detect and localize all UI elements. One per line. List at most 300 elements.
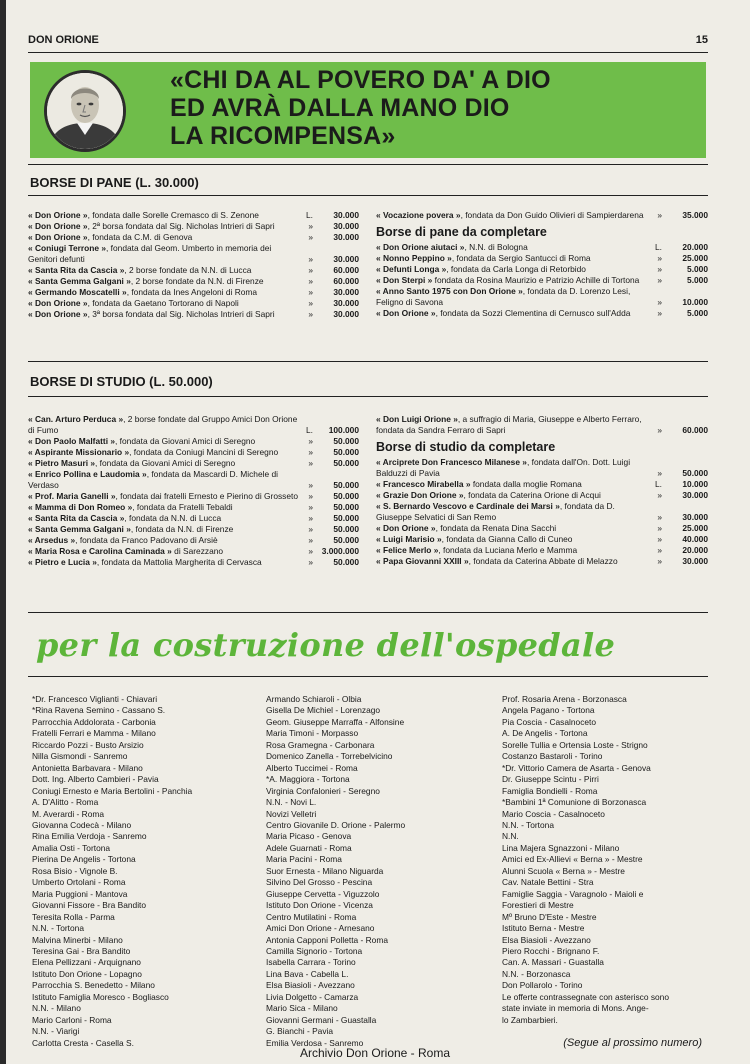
entry-amount: 30.000 <box>333 309 359 319</box>
borse-pane-complete-list <box>376 242 708 319</box>
entry-name: « Don Orione » <box>28 210 88 220</box>
donor-line: Riccardo Pozzi - Busto Arsizio <box>32 739 144 750</box>
entry-text: , fondata da Sergio Santucci di Roma <box>451 253 591 263</box>
entry-amount: 50.000 <box>333 458 359 468</box>
entry-amount: 10.000 <box>682 297 708 307</box>
donor-line: Giovanni Germani - Guastalla <box>266 1014 377 1025</box>
donor-line: Isabella Carrara - Torino <box>266 957 356 968</box>
entry-mark: » <box>308 309 313 319</box>
page-number: 15 <box>695 34 708 46</box>
donor-line: Amici ed Ex-Allievi « Berna » - Mestre <box>502 854 643 865</box>
entry-mark: » <box>308 265 313 275</box>
archive-footer: Archivio Don Orione - Roma <box>299 1046 451 1060</box>
entry-name: « S. Bernardo Vescovo e Cardinale dei Marsi » <box>376 501 560 511</box>
entry-text: , fondata da N.N. di Lucca <box>124 513 222 523</box>
donor-line: Geom. Giuseppe Marraffa - Alfonsine <box>266 716 405 727</box>
entry-amount: 100.000 <box>328 425 359 435</box>
donors-col-1 <box>32 694 192 1049</box>
donor-line: Sorelle Tullia e Ortensia Loste - Strigno <box>502 739 648 750</box>
entry-mark: » <box>657 534 662 544</box>
donor-line: lo Zambarbieri. <box>502 1014 558 1025</box>
donor-line: Mario Sica - Milano <box>266 1003 338 1014</box>
entry-name: « Grazie Don Orione » <box>376 490 464 500</box>
entry-mark: » <box>657 512 662 522</box>
entry-row <box>28 524 359 535</box>
donor-line: Istituto Berna - Mestre <box>502 923 585 934</box>
entry-text: , fondata da Coniugi Mancini di Seregno <box>129 447 279 457</box>
entry-mark: » <box>657 253 662 263</box>
binding-edge <box>0 0 6 1064</box>
entry-text: fondata dalla moglie Romana <box>470 479 582 489</box>
section-rule <box>28 676 708 677</box>
entry-text: , N.N. di Bologna <box>464 242 528 252</box>
entry-amount: 60.000 <box>682 425 708 435</box>
donor-line: Alberto Tuccimei - Roma <box>266 762 358 773</box>
entry-mark: » <box>308 232 313 242</box>
entry-amount: 50.000 <box>333 502 359 512</box>
entry-name: « Luigi Marisio » <box>376 534 442 544</box>
donor-line: Amalia Osti - Tortona <box>32 842 111 853</box>
entry-text: , fondata da N.N. di Firenze <box>130 524 234 534</box>
entry-name: « Don Orione aiutaci » <box>376 242 465 252</box>
entry-mark: L. <box>655 479 662 489</box>
entry-row <box>376 501 708 523</box>
entry-text: , fondata da Carla Longa di Retorbido <box>446 264 586 274</box>
donor-line: Maria Pacini - Roma <box>266 854 342 865</box>
donor-line: Lina Majera Sgnazzoni - Milano <box>502 842 620 853</box>
donor-line: Istituto Famiglia Moresco - Bogliasco <box>32 991 169 1002</box>
entry-text: , fondata da Ines Angeloni di Roma <box>126 287 258 297</box>
donor-line: N.N. - Tortona <box>502 819 554 830</box>
entry-text: , fondata dal Geom. Umberto in memoria dei Genitori defunti <box>28 243 272 264</box>
donor-line: Teresita Rolla - Parma <box>32 911 115 922</box>
donors-col-2 <box>266 694 405 1049</box>
entry-row <box>28 298 359 309</box>
donor-line: Istituto Don Orione - Vicenza <box>266 900 373 911</box>
entry-name: « Coniugi Terrone » <box>28 243 107 253</box>
entry-name: « Santa Gemma Galgani » <box>28 276 131 286</box>
donor-line: Armando Schiaroli - Olbia <box>266 694 362 704</box>
entry-mark: L. <box>306 425 313 435</box>
donor-line: N.N. - Borzonasca <box>502 968 571 979</box>
entry-mark: » <box>657 468 662 478</box>
entry-name: « Don Orione » <box>28 298 88 308</box>
donor-line: Virginia Confalonieri - Seregno <box>266 785 380 796</box>
entry-mark: » <box>657 308 662 318</box>
donor-line: Rosa Bisio - Vignole B. <box>32 865 118 876</box>
entry-text: , fondata da D. Lorenzo Lesi, Feligno di Savona <box>376 286 631 307</box>
entry-row <box>376 286 708 308</box>
entry-name: « Santa Rita da Cascia » <box>28 513 125 523</box>
donor-line: Cav. Natale Bettini - Stra <box>502 877 594 888</box>
donor-line: Can. A. Massari - Guastalla <box>502 957 604 968</box>
entry-name: « Felice Merlo » <box>376 545 439 555</box>
entry-name: « Don Luigi Orione » <box>376 414 458 424</box>
entry-name: « Don Orione » <box>28 221 88 231</box>
section-rule <box>28 396 708 397</box>
entry-amount: 50.000 <box>682 468 708 478</box>
entry-amount: 30.000 <box>333 254 359 264</box>
entry-mark: » <box>308 524 313 534</box>
entry-amount: 5.000 <box>687 275 708 285</box>
donor-line: Gisella De Michiel - Lorenzago <box>266 705 381 716</box>
entry-mark: » <box>308 513 313 523</box>
entry-amount: 50.000 <box>333 491 359 501</box>
banner-rule <box>28 164 708 165</box>
entry-row <box>28 502 359 513</box>
borse-studio-title: BORSE DI STUDIO (L. 50.000) <box>30 374 213 389</box>
entry-mark: » <box>308 480 313 490</box>
entry-mark: » <box>657 425 662 435</box>
entry-row <box>28 210 359 221</box>
hospital-title: per la costruzione dell'ospedale <box>36 626 616 664</box>
donor-line: Carlotta Cresta - Casella S. <box>32 1037 134 1048</box>
donor-line: Pierina De Angelis - Tortona <box>32 854 136 865</box>
donor-line: A. De Angelis - Tortona <box>502 728 588 739</box>
entry-row <box>28 557 359 568</box>
entry-mark: » <box>308 276 313 286</box>
entry-name: « Pietro e Lucia » <box>28 557 97 567</box>
donor-line: Elena Pellizzani - Arquignano <box>32 957 141 968</box>
entry-name: « Papa Giovanni XXIII » <box>376 556 469 566</box>
donor-line: Parrocchia Addolorata - Carbonia <box>32 716 156 727</box>
entry-text: , fondata da Mattolia Margherita di Cervasca <box>96 557 262 567</box>
entry-name: « Don Orione » <box>28 232 88 242</box>
entry-name: « Anno Santo 1975 con Don Orione » <box>376 286 523 296</box>
entry-text: , fondata da Giovani Amici di Seregno <box>95 458 236 468</box>
entry-mark: » <box>308 436 313 446</box>
entry-mark: » <box>657 210 662 220</box>
entry-name: « Arsedus » <box>28 535 76 545</box>
entry-row <box>28 447 359 458</box>
borse-pane-title: BORSE DI PANE (L. 30.000) <box>30 175 199 190</box>
entry-amount: 30.000 <box>682 556 708 566</box>
donors-col-3 <box>502 694 702 1049</box>
entry-text: , fondata da C.M. di Genova <box>87 232 193 242</box>
entry-amount: 30.000 <box>333 221 359 231</box>
donor-line: N.N. - Novi L. <box>266 797 317 808</box>
entry-row <box>28 221 359 232</box>
entry-text: , fondata da Gianna Callo di Cuneo <box>441 534 573 544</box>
entry-text: , fondata da Renata Dina Sacchi <box>435 523 557 533</box>
entry-text: , fondata da Franco Padovano di Arsiè <box>75 535 218 545</box>
donor-line: Costanzo Bastaroli - Torino <box>502 751 603 762</box>
entry-amount: 20.000 <box>682 242 708 252</box>
donor-line: Maria Picaso - Genova <box>266 831 352 842</box>
entry-name: « Defunti Longa » <box>376 264 447 274</box>
entry-mark: » <box>657 556 662 566</box>
entry-name: « Aspirante Missionario » <box>28 447 130 457</box>
borse-studio-complete-list <box>376 457 708 567</box>
entry-amount: 20.000 <box>682 545 708 555</box>
entry-row <box>28 414 359 436</box>
entry-mark: » <box>657 264 662 274</box>
entry-name: « Arciprete Don Francesco Milanese » <box>376 457 527 467</box>
donor-line: *Bambini 1ª Comunione di Borzonasca <box>502 797 647 808</box>
entry-name: « Francesco Mirabella » <box>376 479 471 489</box>
entry-row <box>376 414 708 436</box>
donor-line: (Segue al prossimo numero) <box>563 1036 702 1049</box>
entry-name: « Don Paolo Malfatti » <box>28 436 116 446</box>
donor-line: Domenico Zanella - Torrebelvicino <box>266 751 393 762</box>
entry-amount: 3.000.000 <box>321 546 359 556</box>
entry-amount: 40.000 <box>682 534 708 544</box>
entry-amount: 30.000 <box>333 287 359 297</box>
donor-line: N.N. - Viarigi <box>32 1026 80 1037</box>
entry-amount: 50.000 <box>333 513 359 523</box>
donor-line: Novizi Velletri <box>266 808 317 819</box>
entry-mark: » <box>308 535 313 545</box>
entry-text: , fondata da Don Guido Olivieri di Sampierdarena <box>460 210 644 220</box>
entry-row <box>376 545 708 556</box>
entry-row <box>28 276 359 287</box>
header-rule <box>28 52 708 53</box>
entry-text: , fondata dai fratelli Ernesto e Pierino di Grosseto <box>115 491 299 501</box>
entry-mark: » <box>308 287 313 297</box>
entry-mark: » <box>308 546 313 556</box>
donor-line: Camilla Signorio - Tortona <box>266 945 363 956</box>
entry-row <box>28 287 359 298</box>
entry-text: , fondata da Gaetano Tortorano di Napoli <box>87 298 239 308</box>
donor-line: *Rina Ravena Semino - Cassano S. <box>32 705 166 716</box>
entry-amount: 50.000 <box>333 524 359 534</box>
donor-line: Maria Puggioni - Mantova <box>32 888 128 899</box>
donor-line: Suor Ernesta - Milano Niguarda <box>266 865 384 876</box>
entry-amount: 50.000 <box>333 535 359 545</box>
entry-row <box>376 490 708 501</box>
entry-row <box>28 309 359 320</box>
donor-line: Don Pollarolo - Torino <box>502 980 583 991</box>
entry-name: « Germando Moscatelli » <box>28 287 127 297</box>
entry-row <box>376 275 708 286</box>
donor-line: Malvina Minerbi - Milano <box>32 934 123 945</box>
entry-row <box>28 458 359 469</box>
section-rule <box>28 195 708 196</box>
quote-line: LA RICOMPENSA» <box>170 122 396 150</box>
banner-quote <box>170 66 551 150</box>
entry-row <box>376 242 708 253</box>
entry-amount: 60.000 <box>333 265 359 275</box>
entry-row <box>376 264 708 275</box>
entry-mark: » <box>657 490 662 500</box>
donor-line: Emilia Verdosa - Sanremo <box>266 1037 364 1048</box>
entry-text: , 2 borse fondate da N.N. di Lucca <box>124 265 252 275</box>
donor-line: Pia Coscia - Casalnoceto <box>502 716 597 727</box>
donor-line: Alunni Scuola « Berna » - Mestre <box>502 865 625 876</box>
entry-amount: 50.000 <box>333 557 359 567</box>
entry-name: « Don Sterpi » <box>376 275 433 285</box>
entry-mark: » <box>657 523 662 533</box>
entry-row <box>28 513 359 524</box>
donor-line: N.N. - Milano <box>32 1003 81 1014</box>
donor-line: Umberto Ortolani - Roma <box>32 877 126 888</box>
entry-amount: 5.000 <box>687 264 708 274</box>
entry-text: , fondata da Caterina Abbate di Melazzo <box>468 556 618 566</box>
entry-text: , fondata da Caterina Orione di Acqui <box>463 490 601 500</box>
entry-amount: 25.000 <box>682 253 708 263</box>
donor-line: A. D'Alitto - Roma <box>32 797 99 808</box>
borse-pane-right-top <box>376 210 708 221</box>
entry-text: , 2 borse fondate da N.N. di Firenze <box>130 276 264 286</box>
entry-name: « Santa Rita da Cascia » <box>28 265 125 275</box>
entry-text: , fondata dall'On. Dott. Luigi Balduzzi di Pavia <box>376 457 631 478</box>
entry-row <box>376 253 708 264</box>
quote-line: «CHI DA AL POVERO DA' A DIO <box>170 66 551 94</box>
entry-name: « Nonno Peppino » <box>376 253 452 263</box>
borse-studio-right-top <box>376 414 708 436</box>
entry-name: « Vocazione povera » <box>376 210 461 220</box>
donor-line: *Dr. Vittorio Camera de Asarta - Genova <box>502 762 651 773</box>
entry-row <box>376 210 708 221</box>
section-rule <box>28 612 708 613</box>
donor-line: Antonia Capponi Polletta - Roma <box>266 934 388 945</box>
donor-line: state inviate in memoria di Mons. Ange- <box>502 1003 649 1014</box>
entry-mark: » <box>308 557 313 567</box>
entry-name: « Maria Rosa e Carolina Caminada » <box>28 546 172 556</box>
donor-line: Elsa Biasioli - Avezzano <box>266 980 355 991</box>
donor-line: Coniugi Ernesto e Maria Bertolini - Panchia <box>32 785 193 796</box>
donor-line: Rosa Gramegna - Carbonara <box>266 739 375 750</box>
entry-text: fondata da Rosina Maurizio e Patrizio Achille di Tortona <box>432 275 640 285</box>
entry-name: « Can. Arturo Perduca » <box>28 414 124 424</box>
entry-text: , fondata da Mascardi D. Michele di Verdaso <box>28 469 278 490</box>
entry-text: , fondata da D. Giuseppe Selvatici di San Remo <box>376 501 615 522</box>
donor-line: Piero Rocchi - Brignano F. <box>502 945 600 956</box>
donor-line: Mario Coscia - Casalnoceto <box>502 808 605 819</box>
donor-line: Rina Emilia Verdoja - Sanremo <box>32 831 147 842</box>
entry-row <box>28 469 359 491</box>
entry-amount: 30.000 <box>333 298 359 308</box>
entry-row <box>376 523 708 534</box>
donor-line: Centro Giovanile D. Orione - Palermo <box>266 819 406 830</box>
donor-line: Dr. Giuseppe Scintu - Pirri <box>502 774 599 785</box>
entry-amount: 50.000 <box>333 436 359 446</box>
entry-amount: 30.000 <box>333 210 359 220</box>
entry-mark: » <box>308 447 313 457</box>
entry-mark: L. <box>306 210 313 220</box>
entry-text: , 2ª borsa fondata dal Sig. Nicholas Intrieri di Sapri <box>87 221 275 231</box>
donor-line: Le offerte contrassegnate con asterisco sono <box>502 991 669 1002</box>
donor-line: Livia Dolgetto - Camarza <box>266 991 359 1002</box>
donor-line: M. Averardi - Roma <box>32 808 104 819</box>
entry-amount: 10.000 <box>682 479 708 489</box>
entry-row <box>28 243 359 265</box>
borse-studio-left-list <box>28 414 359 568</box>
donor-line: Amici Don Orione - Arnesano <box>266 923 375 934</box>
entry-row <box>28 436 359 447</box>
entry-amount: 50.000 <box>333 447 359 457</box>
donor-line: N.N. <box>502 831 519 842</box>
donor-line: Giovanni Fissore - Bra Bandito <box>32 900 147 911</box>
entry-mark: » <box>308 254 313 264</box>
donor-line: Fratelli Ferrari e Mamma - Milano <box>32 728 156 739</box>
donor-line: Dott. Ing. Alberto Cambieri - Pavia <box>32 774 159 785</box>
entry-name: « Enrico Pollina e Laudomia » <box>28 469 147 479</box>
donor-line: Centro Mutilatini - Roma <box>266 911 357 922</box>
magazine-name: DON ORIONE <box>28 34 99 46</box>
donor-line: Famiglia Bondielli - Roma <box>502 785 598 796</box>
section-rule <box>28 361 708 362</box>
quote-line: ED AVRÀ DALLA MANO DIO <box>170 94 510 122</box>
entry-row <box>376 556 708 567</box>
entry-amount: 25.000 <box>682 523 708 533</box>
donor-line: Angela Pagano - Tortona <box>502 705 595 716</box>
entry-amount: 5.000 <box>687 308 708 318</box>
entry-row <box>28 265 359 276</box>
entry-text: , a suffragio di Maria, Giuseppe e Alberto Ferraro, fondata da Sandra Ferraro di Sapri <box>376 414 642 435</box>
entry-amount: 50.000 <box>333 480 359 490</box>
entry-mark: » <box>308 458 313 468</box>
entry-amount: 30.000 <box>682 512 708 522</box>
borse-pane-right-list <box>376 210 708 319</box>
entry-amount: 30.000 <box>682 490 708 500</box>
donor-line: Prof. Rosaria Arena - Borzonasca <box>502 694 627 704</box>
donor-line: Lina Bava - Cabella L. <box>266 968 349 979</box>
entry-mark: » <box>308 491 313 501</box>
donor-line: Forestieri di Mestre <box>502 900 574 911</box>
entry-mark: L. <box>655 242 662 252</box>
entry-row <box>28 535 359 546</box>
entry-row <box>28 546 359 557</box>
borse-studio-right-list <box>376 414 708 567</box>
entry-text: , 3ª borsa fondata dal Sig. Nicholas Intrieri di Sapri <box>87 309 275 319</box>
borse-pane-complete-title: Borse di pane da completare <box>376 225 547 239</box>
entry-amount: 60.000 <box>333 276 359 286</box>
entry-text: , fondata dalle Sorelle Cremasco di S. Zenone <box>87 210 259 220</box>
donor-line: *A. Maggiora - Tortona <box>266 774 350 785</box>
donor-line: Maria Timoni - Morpasso <box>266 728 359 739</box>
donor-line: N.N. - Tortona <box>32 923 84 934</box>
entry-mark: » <box>308 502 313 512</box>
donor-line: Giovanna Codecà - Milano <box>32 819 132 830</box>
entry-name: « Santa Gemma Galgani » <box>28 524 131 534</box>
donor-line: Istituto Don Orione - Lopagno <box>32 968 142 979</box>
donor-line: Parrocchia S. Benedetto - Milano <box>32 980 155 991</box>
entry-mark: » <box>308 221 313 231</box>
entry-text: , fondata da Sozzi Clementina di Cernusco sull'Adda <box>435 308 631 318</box>
entry-mark: » <box>657 275 662 285</box>
entry-row <box>376 308 708 319</box>
donor-line <box>502 1026 702 1037</box>
entry-text: di Sarezzano <box>171 546 224 556</box>
entry-row <box>376 534 708 545</box>
entry-text: , fondata da Giovani Amici di Seregno <box>115 436 256 446</box>
donor-line: G. Bianchi - Pavia <box>266 1026 334 1037</box>
entry-amount: 35.000 <box>682 210 708 220</box>
entry-name: « Mamma di Don Romeo » <box>28 502 133 512</box>
quote-banner <box>30 62 706 158</box>
donor-line: Mº Bruno D'Este - Mestre <box>502 911 597 922</box>
entry-name: « Don Orione » <box>376 523 436 533</box>
donor-line: Silvino Del Grosso - Pescina <box>266 877 373 888</box>
entry-text: , fondata da Fratelli Tebaldi <box>132 502 233 512</box>
entry-name: « Don Orione » <box>376 308 436 318</box>
entry-mark: » <box>657 297 662 307</box>
entry-name: « Pietro Masuri » <box>28 458 96 468</box>
donor-line: Antonietta Barbavara - Milano <box>32 762 143 773</box>
entry-row <box>376 457 708 479</box>
entry-mark: » <box>308 298 313 308</box>
page-header <box>28 30 708 48</box>
entry-row <box>376 479 708 490</box>
donor-line: Elsa Biasioli - Avezzano <box>502 934 591 945</box>
entry-text: , 2 borse fondate dal Gruppo Amici Don Orione di Fumo <box>28 414 298 435</box>
entry-amount: 30.000 <box>333 232 359 242</box>
entry-name: « Don Orione » <box>28 309 88 319</box>
entry-name: « Prof. Maria Ganelli » <box>28 491 116 501</box>
entry-text: , fondata da Luciana Merlo e Mamma <box>438 545 578 555</box>
entry-row <box>28 491 359 502</box>
